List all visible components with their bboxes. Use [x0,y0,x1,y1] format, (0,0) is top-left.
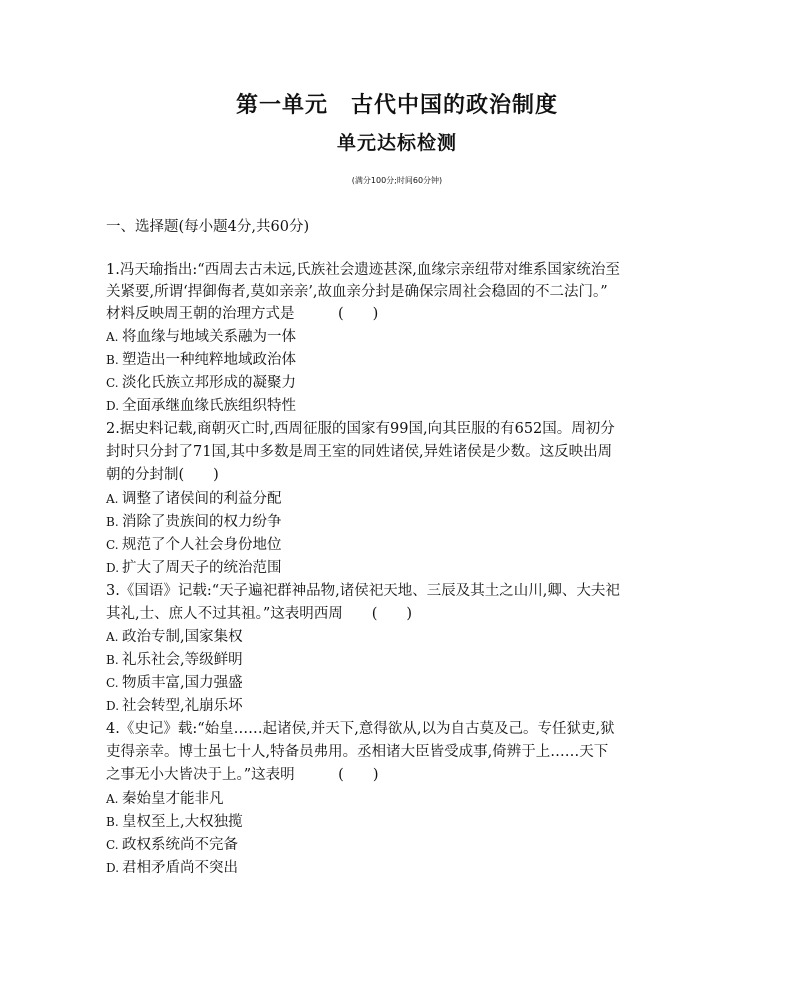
option-text: 规范了个人社会身份地位 [122,537,282,553]
option-tag: C. [106,676,119,690]
option-tag: B. [106,353,119,367]
question-2-option-c [106,534,706,556]
question-2-stem-line: 朝的分封制( ) [106,467,219,483]
option-tag: C. [106,838,119,852]
question-4-option-a [106,788,706,810]
option-text: 秦始皇才能非凡 [122,791,224,807]
question-2-option-d [106,557,706,579]
question-3-option-b [106,649,706,671]
option-tag: B. [106,653,119,667]
option-tag: C. [106,376,119,390]
option-tag: B. [106,815,119,829]
option-text: 塑造出一种纯粹地域政治体 [122,352,296,368]
question-3-option-d [106,695,706,717]
option-tag: B. [106,515,119,529]
page-title: 第一单元 古代中国的政治制度 [235,93,558,118]
option-tag: C. [106,538,119,552]
option-tag: D. [106,699,120,713]
question-4-option-d [106,857,706,879]
question-1-option-c [106,372,706,394]
page-subtitle: 单元达标检测 [336,132,457,154]
option-tag: A. [106,492,119,506]
question-1-option-b [106,349,706,371]
question-3-option-a [106,626,706,648]
question-3-stem-line: 3.《国语》记载:“天子遍祀群神品物,诸侯祀天地、三辰及其土之山川,卿、大夫祀 [106,583,620,599]
question-2-stem-line: 封时只分封了71国,其中多数是周王室的同姓诸侯,异姓诸侯是少数。这反映出周 [106,444,613,460]
option-text: 政权系统尚不完备 [122,837,238,853]
option-text: 全面承继血缘氏族组织特性 [122,398,296,414]
option-text: 政治专制,国家集权 [122,629,243,645]
option-text: 礼乐社会,等级鲜明 [122,652,243,668]
question-4-stem-line: 4.《史记》载:“始皇……起诸侯,并天下,意得欲从,以为自古莫及己。专任狱吏,狱 [106,721,615,737]
option-text: 社会转型,礼崩乐坏 [122,698,243,714]
option-tag: A. [106,792,119,806]
question-1-stem-line: 关紧要,所谓‘捍御侮者,莫如亲亲’,故血亲分封是确保宗周社会稳固的不二法门。” [106,284,608,300]
option-text: 消除了贵族间的权力纷争 [122,514,282,530]
question-1-stem-line: 材料反映周王朝的治理方式是 ( ) [106,306,379,322]
question-4-stem-line: 之事无小大皆决于上。”这表明 ( ) [106,767,379,783]
question-1-option-a [106,326,706,348]
question-3-option-c [106,672,706,694]
option-text: 将血缘与地域关系融为一体 [122,329,296,345]
option-text: 君相矛盾尚不突出 [122,860,238,876]
option-text: 调整了诸侯间的利益分配 [122,491,282,507]
option-tag: A. [106,330,119,344]
option-tag: A. [106,630,119,644]
option-tag: D. [106,561,120,575]
question-3-stem-line: 其礼,士、庶人不过其祖。”这表明西周 ( ) [106,606,413,622]
option-text: 扩大了周天子的统治范围 [122,560,282,576]
option-text: 物质丰富,国力强盛 [122,675,243,691]
question-4-option-b [106,811,706,833]
option-text: 淡化氏族立邦形成的凝聚力 [122,375,296,391]
exam-meta: (满分100分;时间60分钟) [351,176,443,185]
option-tag: D. [106,861,120,875]
question-4-stem-line: 吏得亲幸。博士虽七十人,特备员弗用。丞相诸大臣皆受成事,倚辨于上……天下 [106,744,609,760]
question-2-option-a [106,488,706,510]
question-2-stem-line: 2.据史料记载,商朝灭亡时,西周征服的国家有99国,向其臣服的有652国。周初分 [106,421,615,437]
section-heading: 一、选择题(每小题4分,共60分) [106,219,310,235]
question-2-option-b [106,511,706,533]
question-1-option-d [106,395,706,417]
option-text: 皇权至上,大权独揽 [122,814,243,830]
option-tag: D. [106,399,120,413]
question-4-option-c [106,834,706,856]
question-1-stem-line: 1.冯天瑜指出:“西周去古未远,氏族社会遗迹甚深,血缘宗亲纽带对维系国家统治至 [106,262,620,278]
